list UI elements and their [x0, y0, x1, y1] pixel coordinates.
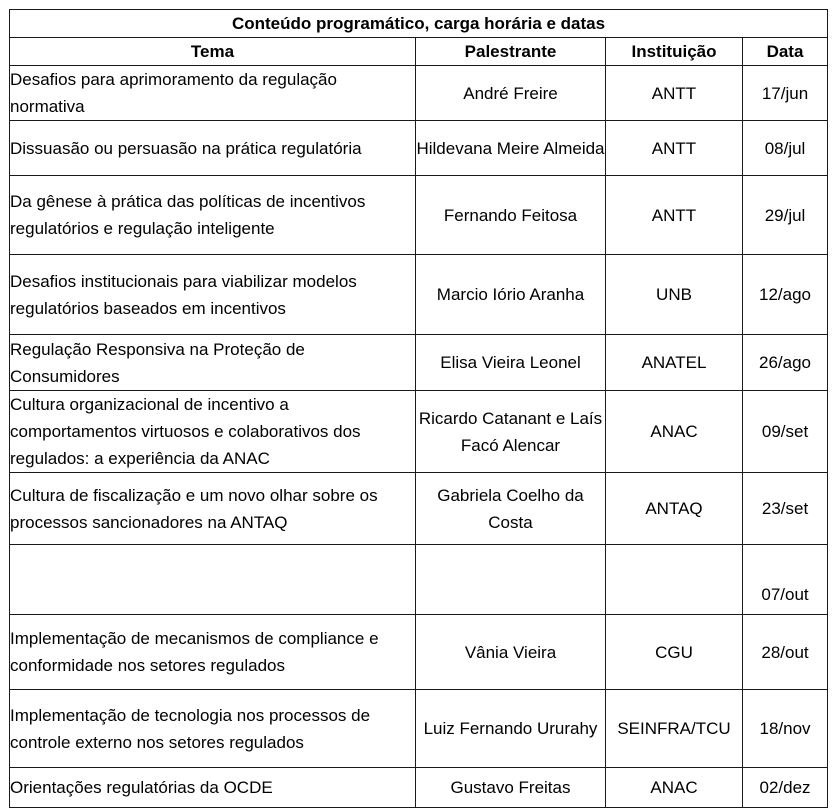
instituicao-cell: ANTT [606, 66, 743, 121]
palestrante-cell: Hildevana Meire Almeida [416, 121, 606, 176]
instituicao-cell: ANATEL [606, 335, 743, 391]
data-cell: 08/jul [743, 121, 828, 176]
instituicao-cell: ANAC [606, 391, 743, 473]
data-cell: 09/set [743, 391, 828, 473]
table-row [10, 391, 828, 473]
tema-cell: Desafios para aprimoramento da regulação normativa [10, 66, 416, 121]
table-title: Conteúdo programático, carga horária e datas [10, 10, 828, 38]
header-instituicao: Instituição [606, 38, 743, 66]
table-row [10, 335, 828, 391]
data-cell: 07/out [743, 545, 828, 615]
data-cell: 18/nov [743, 690, 828, 768]
tema-cell [10, 545, 416, 615]
palestrante-cell: André Freire [416, 66, 606, 121]
title-row [10, 10, 828, 38]
header-row [10, 38, 828, 66]
tema-cell: Implementação de mecanismos de compliance e conformidade nos setores regulados [10, 615, 416, 690]
data-cell: 23/set [743, 473, 828, 545]
palestrante-cell: Luiz Fernando Ururahy [416, 690, 606, 768]
tema-cell: Da gênese à prática das políticas de incentivos regulatórios e regulação inteligente [10, 176, 416, 255]
table-row [10, 615, 828, 690]
tema-cell: Cultura de fiscalização e um novo olhar sobre os processos sancionadores na ANTAQ [10, 473, 416, 545]
tema-cell: Dissuasão ou persuasão na prática regulatória [10, 121, 416, 176]
data-cell: 12/ago [743, 255, 828, 335]
data-cell: 02/dez [743, 768, 828, 808]
table-row [10, 66, 828, 121]
tema-cell: Desafios institucionais para viabilizar modelos regulatórios baseados em incentivos [10, 255, 416, 335]
palestrante-cell: Marcio Iório Aranha [416, 255, 606, 335]
table-row [10, 690, 828, 768]
instituicao-cell: ANTT [606, 176, 743, 255]
instituicao-cell: SEINFRA/TCU [606, 690, 743, 768]
header-tema: Tema [10, 38, 416, 66]
instituicao-cell: ANTAQ [606, 473, 743, 545]
palestrante-cell: Vânia Vieira [416, 615, 606, 690]
tema-cell: Regulação Responsiva na Proteção de Consumidores [10, 335, 416, 391]
instituicao-cell [606, 545, 743, 615]
palestrante-cell [416, 545, 606, 615]
schedule-table [9, 9, 828, 808]
table-row [10, 768, 828, 808]
tema-cell: Implementação de tecnologia nos processos de controle externo nos setores regulados [10, 690, 416, 768]
data-cell: 26/ago [743, 335, 828, 391]
header-palestrante: Palestrante [416, 38, 606, 66]
palestrante-cell: Ricardo Catanant e Laís Facó Alencar [416, 391, 606, 473]
data-cell: 28/out [743, 615, 828, 690]
header-data: Data [743, 38, 828, 66]
instituicao-cell: UNB [606, 255, 743, 335]
instituicao-cell: CGU [606, 615, 743, 690]
table-row [10, 545, 828, 615]
instituicao-cell: ANAC [606, 768, 743, 808]
table-row [10, 473, 828, 545]
data-cell: 29/jul [743, 176, 828, 255]
tema-cell: Orientações regulatórias da OCDE [10, 768, 416, 808]
palestrante-cell: Gustavo Freitas [416, 768, 606, 808]
palestrante-cell: Gabriela Coelho da Costa [416, 473, 606, 545]
table-row [10, 255, 828, 335]
table-row [10, 121, 828, 176]
table-row [10, 176, 828, 255]
data-cell: 17/jun [743, 66, 828, 121]
tema-cell: Cultura organizacional de incentivo a comportamentos virtuosos e colaborativos dos regulados: a experiência da ANAC [10, 391, 416, 473]
palestrante-cell: Elisa Vieira Leonel [416, 335, 606, 391]
instituicao-cell: ANTT [606, 121, 743, 176]
palestrante-cell: Fernando Feitosa [416, 176, 606, 255]
